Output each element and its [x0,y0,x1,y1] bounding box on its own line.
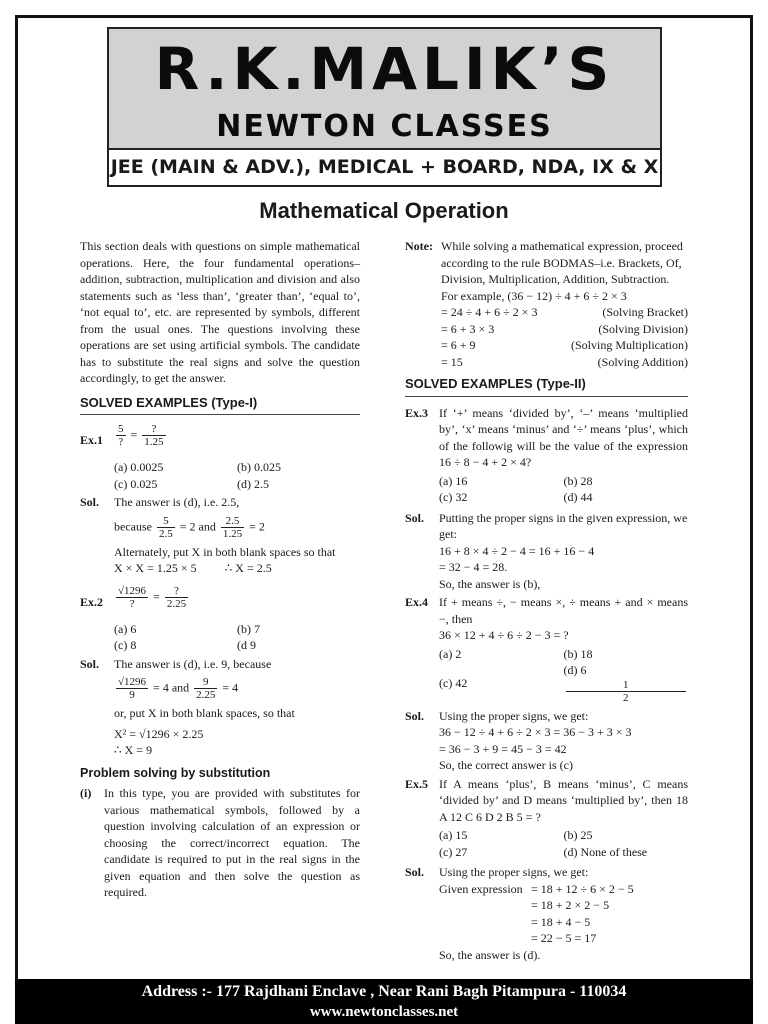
intro-paragraph: This section deals with questions on simple mathematical operations. Here, the four fundamental operations– addition, subtraction, multiplication and division and also statements such as ‘less than’, ‘greater than’, ‘equal to’, ‘not equal to’, etc. are represented by symbols, different from the usual ones. The questions involving these operations are set using artificial symbols. The candidate has to substitute the real signs and solve the question accordingly, to get the answer. [80,239,360,385]
left-column [80,238,360,901]
option: (c) 42 [439,675,468,690]
ex2-label: Ex.2 [80,594,104,609]
substitution-item: (i) In this type, you are provided with substitutes for various mathematical symbols, followed by a question involving calculation of an expression or choosing the correct/incorrect equation. The candidate is required to put in the real signs in the given equation and then solve the question as required. [80,786,360,899]
substitution-heading: Problem solving by substitution [80,765,271,780]
ex5-question: Ex.5 If A means ‘plus’, B means ‘minus’, C means ‘divided by’ and D means ‘multiplied by’, then 18 A 12 C 6 D 2 B 5 = ? (a) 15 (b) 25 (c) 27 (d) None of these [405,776,688,863]
note-step: = 6 + 9 (Solving Multiplication) [441,338,688,352]
option: (a) 6 [114,621,137,636]
note-step: = 6 + 3 × 3 (Solving Division) [441,321,688,336]
option: (c) 32 [439,490,468,504]
note-step: = 15 (Solving Addition) [441,354,688,369]
option: (d) None of these [563,844,648,859]
option: (d) 6 1 2 [564,662,689,704]
ex1-options [114,459,360,492]
header-logo-area [109,29,660,150]
ex1-fraction-left: $\frac{5}{?}$ [118,423,124,448]
note-step: = 24 ÷ 4 + 6 ÷ 2 × 3 (Solving Bracket) [441,305,688,319]
right-column [405,238,688,963]
ex5-options [439,827,688,860]
header-tagline: JEE (MAIN & ADV.), MEDICAL + BOARD, NDA, IX & X [110,156,659,178]
header-banner [107,27,662,187]
option: (c) 0.025 [114,476,158,491]
ex3-question: Ex.3 If ‘+’ means ‘divided by’, ‘–’ means ‘multiplied by’, ‘x’ means ‘minus’ and ‘÷’ means ‘plus’, which of the followig will be the value of the expression 16 ÷ 8 − 4 + 2 × 4? (a) 16 (b) 28 (c) 32 (d) 44 [405,405,688,508]
option: (a) 0.0025 [114,460,164,474]
ex4-label: Ex.4 [405,595,429,609]
ex1-label: Ex.1 [80,433,104,447]
option: (b) 25 [563,828,593,842]
note-label: Note: [405,239,433,253]
ex1-because-line: because $\frac{5}{2.5}$ = 2 and $\frac{2.5}{1.25}$ = 2 [114,514,265,540]
option: (b) 18 [563,646,593,661]
ex1-fraction-right: $\frac{?}{1.25}$ [144,423,164,448]
note-block: Note: While solving a mathematical expression, proceed according to the rule BODMAS–i.e. Brackets, Of, Division, Multiplication, Addition, Subtraction. For example, (36 − 12) ÷ 4 + 6 ÷ 2 × 3 = 24 ÷ 4 + 6 ÷ 2 × 3 (Solving Bracket) = 6 + 3 × 3 (Solving Division) = 6 + 9 (Solving Multiplication) = 15 (Solving Addition) [405,239,688,369]
ex5-solution: Sol. Using the proper signs, we get: Given expression = 18 + 12 ÷ 6 × 2 − 5 = 18 + 2 × 2 − 5 = 18 + 4 − 5 = 22 − 5 = 17 So, the answer is (d). [405,865,634,962]
option: (b) 28 [563,473,593,488]
ex3-solution: Sol. Putting the proper signs in the given expression, we get: 16 + 8 × 4 ÷ 2 − 4 = 16 + 16 − 4 = 32 − 4 = 28. So, the answer is (b), [405,510,688,591]
page-title: Mathematical Operation [259,198,509,223]
type1-heading: SOLVED EXAMPLES (Type-I) [80,395,360,416]
ex2-options [114,621,360,654]
ex2-solution: Sol. The answer is (d), i.e. 9, because $\frac{√1296}{9}$ = 4 and $\frac{9}{2.25}$ = 4 or, put X in both blank spaces, so that X² = √1296 × 2.25 ∴ X = 9 [80,656,295,757]
ex4-options [439,646,688,704]
option: (d 9 [237,638,256,652]
brand-name: R.K.MALIK’S [154,35,615,103]
option: (c) 8 [114,638,137,652]
type2-heading: SOLVED EXAMPLES (Type-II) [405,376,688,397]
sol-label: Sol. [80,495,100,509]
footer-address: Address :- 177 Rajdhani Enclave , Near Rani Bagh Pitampura - 110034 [141,983,627,1000]
option: (b) 7 [237,621,260,636]
option: (d) 2.5 [237,476,269,491]
ex4-question: Ex.4 If + means ÷, − means ×, ÷ means + and × means −, then 36 × 12 + 4 ÷ 6 ÷ 2 − 3 = ? (a) 2 (b) 18 (c) 42 (d) 6 1 2 [405,595,688,704]
option: (c) 27 [439,844,468,859]
option: (a) 16 [439,473,468,488]
ex5-label: Ex.5 [405,776,429,791]
footer-website: www.newtonclasses.net [309,1004,459,1020]
brand-subtitle: NEWTON CLASSES [216,109,553,144]
ex2-question: Ex.2 $\frac{√1296}{?}$ = $\frac{?}{2.25}$ [80,585,360,619]
ex4-solution: Sol. Using the proper signs, we get: 36 − 12 ÷ 4 + 6 ÷ 2 × 3 = 36 − 3 + 3 × 3 = 36 − 3 + 9 = 45 − 3 = 42 So, the correct answer is (c) [405,708,632,772]
ex1-solution: Sol. The answer is (d), i.e. 2.5, because $\frac{5}{2.5}$ = 2 and $\frac{2.5}{1.25}$ = 2 Alternately, put X in both blank spaces so that X × X = 1.25 × 5 ∴ X = 2.5 [80,494,360,577]
ex3-label: Ex.3 [405,405,429,420]
option: (d) 44 [563,490,593,504]
ex1-question: Ex.1 $\frac{5}{?}$ = $\frac{?}{1.25}$ [80,423,360,457]
sol-label: Sol. [80,656,100,671]
option: (a) 15 [439,828,468,842]
ex3-options [439,473,688,506]
option: (a) 2 [439,646,462,661]
footer-bar [15,979,753,1024]
option: (b) 0.025 [237,460,281,474]
